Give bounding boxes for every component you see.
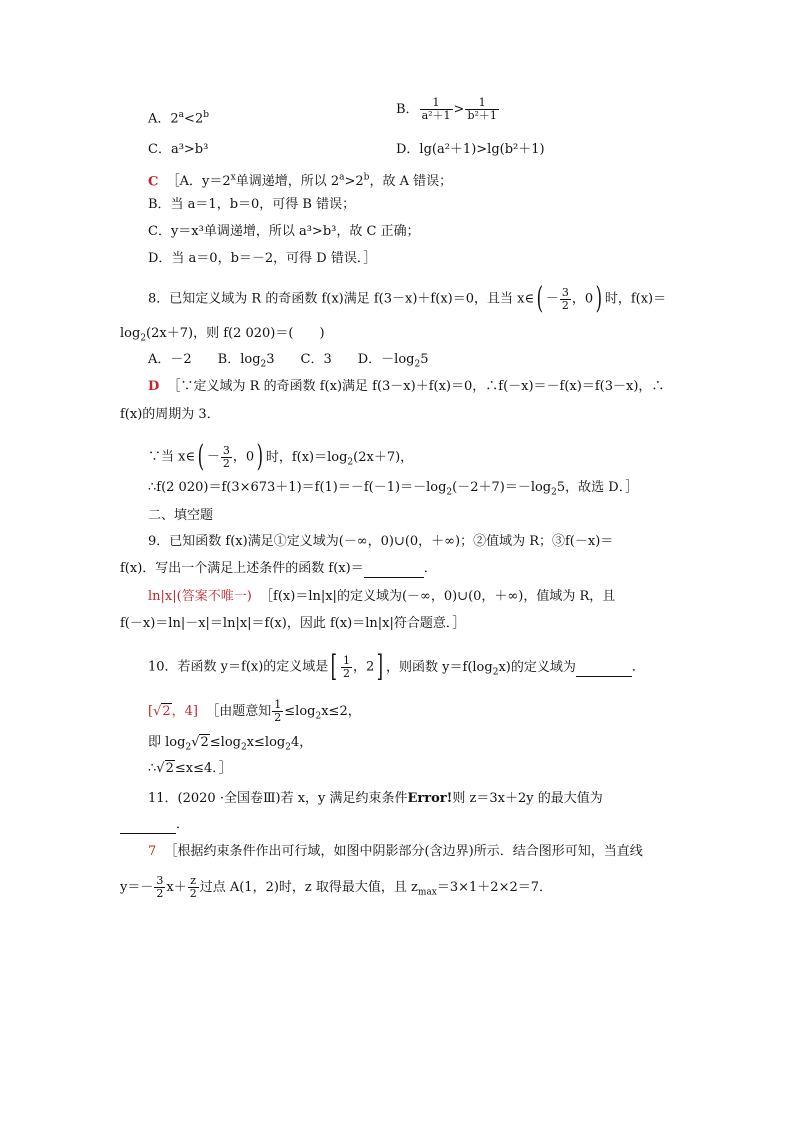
q10-answer-line2: 即 $\log_2√2\le\log_2x\le\log_24$， bbox=[148, 735, 313, 753]
q11-stem-line2: ． bbox=[120, 817, 189, 834]
q8-answer-line4: ∴f(2 $020)=f(3\times 673+1)=f(1)=-f(-1)=-\log_2(-2+7)=-\log_25$，故选 D．］ bbox=[148, 480, 639, 498]
q7-answer-line1: C ［A．$y=2^x$单调递增，所以 $2^a>2^b$，故 A 错误； bbox=[148, 173, 453, 190]
q8-answer-line2: f(x)的周期为 3． bbox=[120, 407, 220, 422]
q10-stem: 10．若函数 y＝f(x)的定义域是[ $\frac{1}{2}$ ，2] ，则函数 $y=f(\log_2x)$的定义域为 ． bbox=[148, 649, 645, 684]
q10-answer-blank bbox=[576, 660, 632, 677]
q9-answer-line1: ln|x|(答案不唯一) ［f(x)＝ln|x|的定义域为(－∞，0)∪(0，＋∞)，值域为 R，且 bbox=[148, 589, 616, 604]
q9-answer-value: ln|x|(答案不唯一) bbox=[148, 589, 252, 604]
q10-answer-value: [√2，4] bbox=[148, 704, 198, 719]
q9-answer-line2: f(－x)＝ln|－x|＝ln|x|＝f(x)，因此 f(x)＝ln|x|符合题意．］ bbox=[120, 616, 466, 631]
q8-stem-line1: 8．已知定义域为 R 的奇函数 f(x)满足 f(3－x)＋f(x)＝0，且当 x∈( － $\frac{3}{2}$ ，0) 时，f(x)＝ bbox=[148, 281, 667, 316]
q8-answer-letter: D bbox=[148, 379, 160, 394]
q11-answer-line1: 7 ［根据约束条件作出可行域，如图中阴影部分(含边界)所示．结合图形可知，当直线 bbox=[148, 844, 643, 859]
q8-options: A．－2 B．$\log_23$ C．3 D．$-\log_25$ bbox=[148, 352, 429, 370]
section-heading: 二、填空题 bbox=[148, 508, 214, 523]
q7-answer-letter: C bbox=[148, 174, 159, 190]
q10-answer-line3: ∴√2≤x≤4．］ bbox=[148, 761, 232, 776]
q7-answer-line3: C．y＝x³单调递增，所以 a³>b³，故 C 正确； bbox=[148, 224, 420, 239]
q10-answer-line1: [√2，4] ［由题意知 $\frac{1}{2}$ $\le\log_2x\le 2$， bbox=[148, 698, 361, 724]
q11-answer-value: 7 bbox=[148, 844, 157, 859]
q11-answer-blank bbox=[120, 817, 176, 834]
q8-stem-line2: $\log_2(2x+7)$，则 f(2 020)＝( ) bbox=[120, 326, 325, 344]
q11-stem-line1: 11．(2020 ·全国卷Ⅲ)若 x，y 满足约束条件Error!则 z＝3x＋2y 的最大值为 bbox=[148, 791, 603, 806]
q8-answer-line1: D ［∵定义域为 R 的奇函数 f(x)满足 f(3－x)＋f(x)＝0，∴f(－x)＝－f(x)＝f(3－x)，∴ bbox=[148, 379, 665, 394]
q9-answer-blank bbox=[364, 561, 424, 578]
q9-stem-line1: 9．已知函数 f(x)满足①定义域为(－∞，0)∪(0，＋∞)；②值域为 R；③f(－x)＝ bbox=[148, 534, 614, 549]
q7-answer-line2: B．当 a＝1，b＝0，可得 B 错误； bbox=[148, 197, 356, 212]
q7-option-d: D．lg(a²＋1)>lg(b²＋1) bbox=[396, 142, 545, 157]
q11-answer-line2: y＝－ $\frac{3}{2}$ x＋ $\frac{z}{2}$ 过点 A(1，2)时，z 取得最大值，且 $z_{max}=3\times 1+2\times 2=7$． bbox=[120, 874, 552, 900]
q7-answer-line4: D．当 a＝0，b＝－2，可得 D 错误．］ bbox=[148, 251, 377, 266]
q7-option-a: A．$2^a<2^b$ bbox=[148, 110, 209, 127]
q7-option-b: B． $\frac{1}{\text{a²＋1}}$ > $\frac{1}{\text{b²＋1}}$ bbox=[396, 96, 497, 122]
q9-stem-line2: f(x)．写出一个满足上述条件的函数 f(x)＝ ． bbox=[120, 561, 437, 576]
q7-option-c: C．a³>b³ bbox=[148, 142, 209, 157]
q11-error-text: Error! bbox=[407, 791, 453, 806]
q8-answer-line3: ∵当 x∈( － $\frac{3}{2}$ ，0) 时，$f(x)=\log_2(2x+7)$， bbox=[148, 439, 414, 474]
